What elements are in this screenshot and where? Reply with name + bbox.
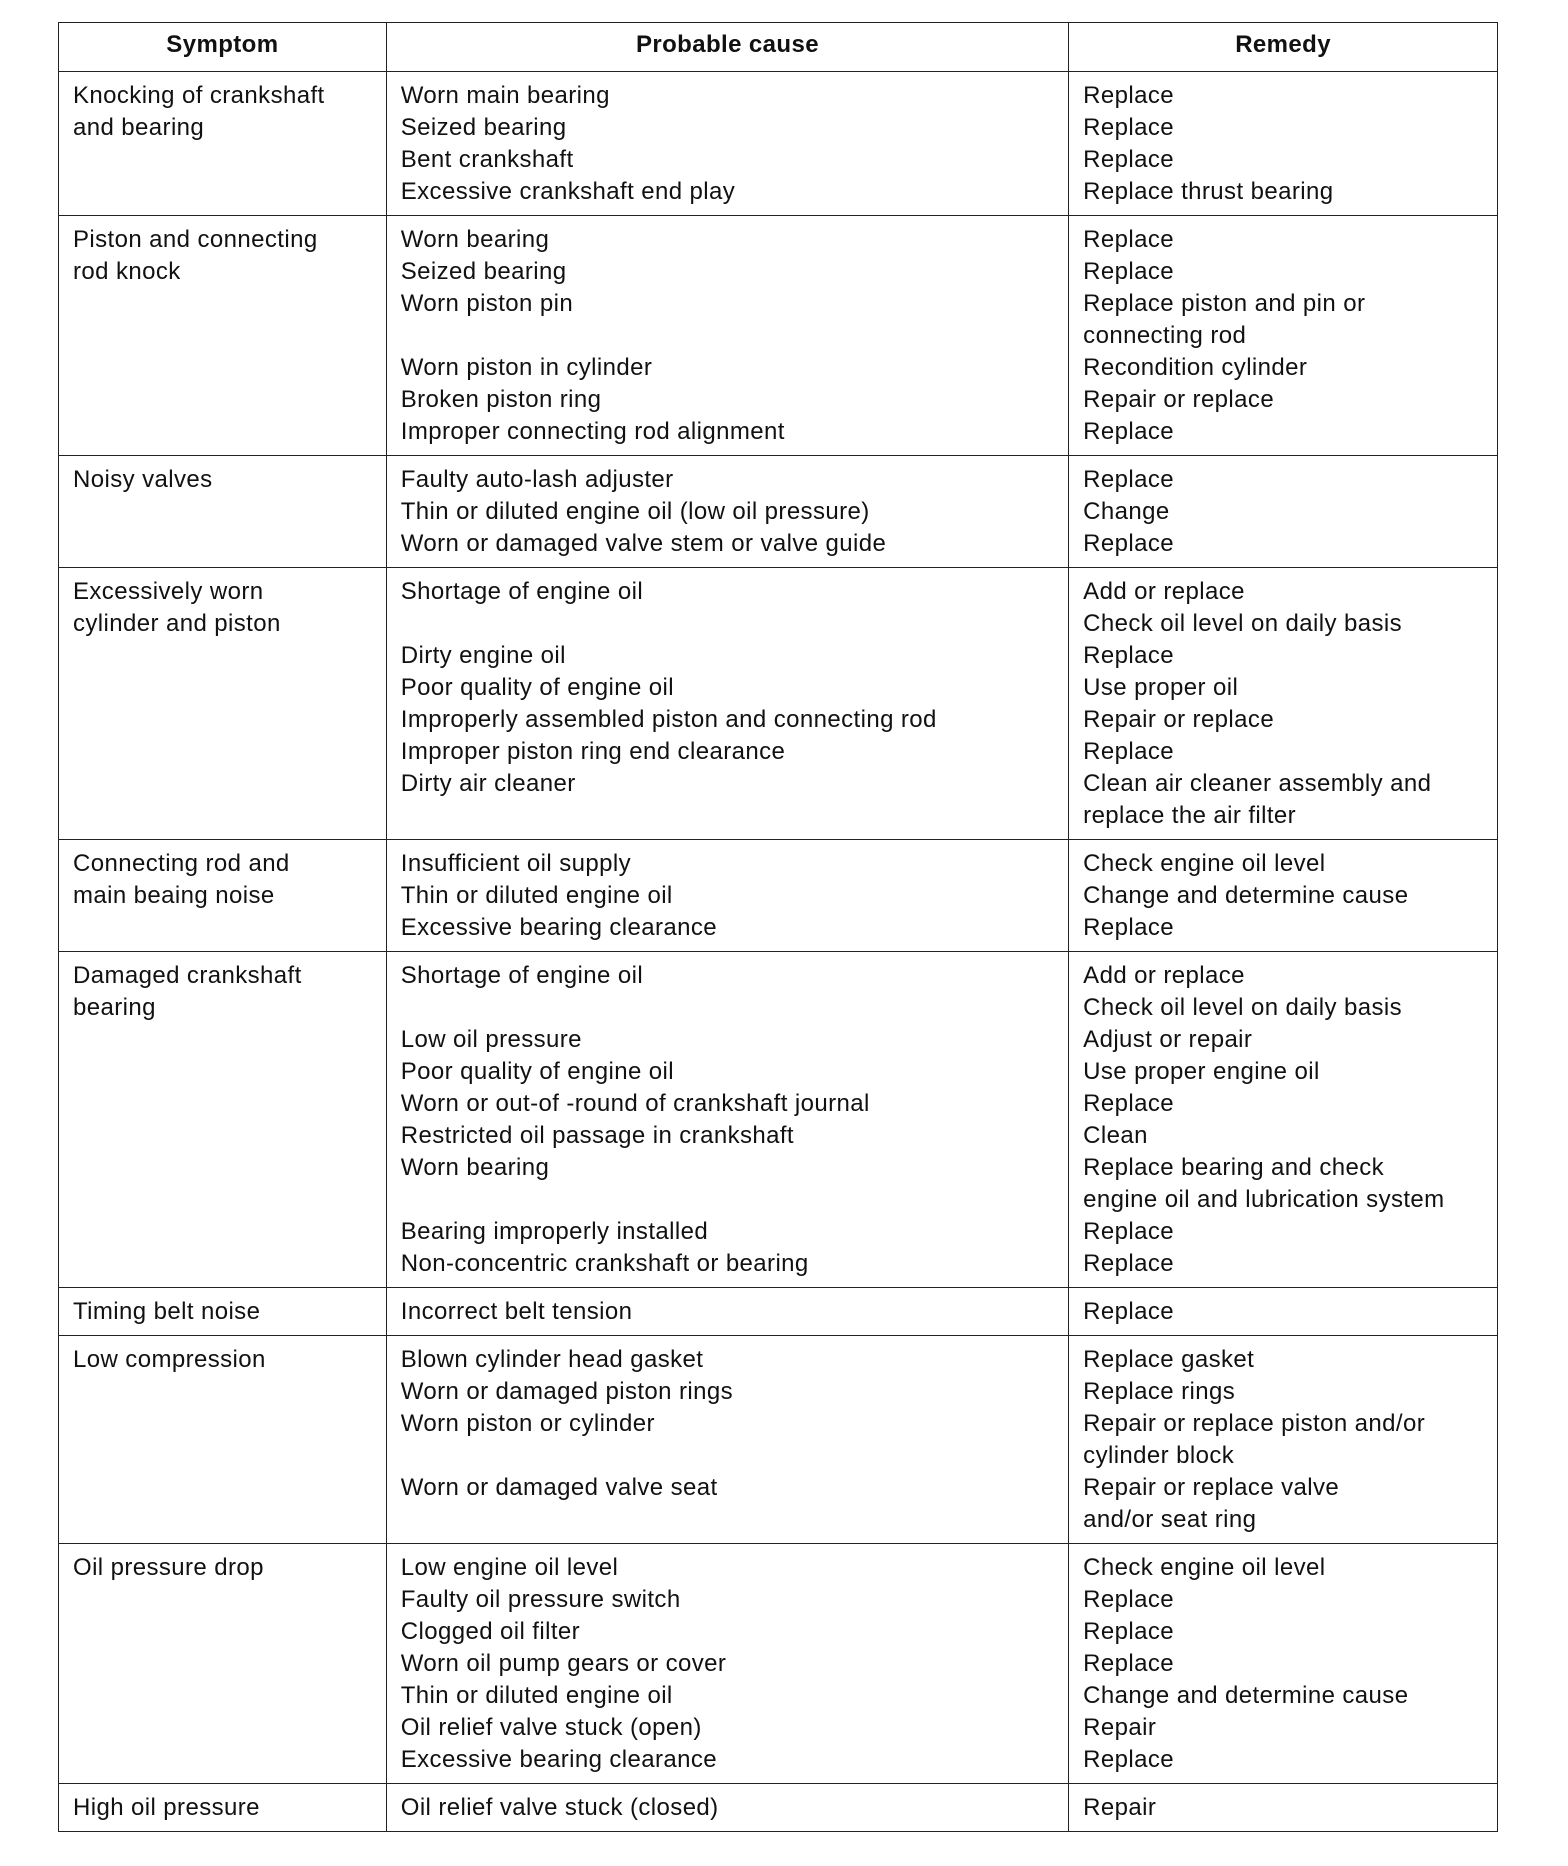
symptom-line: Low compression (73, 1346, 266, 1373)
symptom-line: High oil pressure (73, 1794, 260, 1821)
cause-line (401, 1440, 1056, 1472)
remedy-line: connecting rod (1083, 322, 1247, 349)
table-row (59, 216, 1498, 456)
table-row (59, 1336, 1498, 1544)
header-remedy: Remedy (1069, 23, 1498, 72)
remedy-line: Replace thrust bearing (1083, 178, 1334, 205)
remedy-cell (1069, 1544, 1498, 1784)
cause-line: Excessive bearing clearance (400, 1746, 718, 1773)
remedy-line: engine oil and lubrication system (1083, 1186, 1445, 1213)
remedy-line: Replace (1083, 418, 1175, 445)
cause-line: Dirty engine oil (400, 642, 566, 669)
remedy-cell (1069, 1784, 1498, 1832)
cause-cell (386, 1784, 1068, 1832)
cause-line: Worn or out-of -round of crankshaft journal (400, 1090, 870, 1117)
symptom-line: Knocking of crankshaft (73, 82, 325, 109)
remedy-line: Replace (1083, 738, 1175, 765)
symptom-cell (59, 1288, 387, 1336)
remedy-line: cylinder block (1083, 1442, 1235, 1469)
cause-cell (386, 72, 1068, 216)
cause-line: Worn piston pin (400, 290, 574, 317)
remedy-line: Recondition cylinder (1083, 354, 1308, 381)
cause-line: Improper piston ring end clearance (400, 738, 786, 765)
cause-line: Excessive bearing clearance (400, 914, 718, 941)
cause-cell (386, 1336, 1068, 1544)
troubleshooting-table (58, 22, 1498, 1832)
remedy-line: Clean air cleaner assembly and (1083, 770, 1432, 797)
cause-line: Worn or damaged valve stem or valve guide (400, 530, 887, 557)
cause-line (401, 992, 1056, 1024)
remedy-line: Replace (1083, 226, 1175, 253)
remedy-cell (1069, 216, 1498, 456)
remedy-cell (1069, 456, 1498, 568)
cause-line: Poor quality of engine oil (400, 674, 674, 701)
table-row (59, 1544, 1498, 1784)
remedy-line: Replace (1083, 914, 1175, 941)
cause-line: Worn or damaged piston rings (400, 1378, 734, 1405)
cause-line (401, 608, 1056, 640)
remedy-line: Replace (1083, 1090, 1175, 1117)
table-row (59, 456, 1498, 568)
cause-line: Worn bearing (400, 226, 550, 253)
table-row (59, 1784, 1498, 1832)
remedy-cell (1069, 568, 1498, 840)
cause-cell (386, 952, 1068, 1288)
cause-cell (386, 1544, 1068, 1784)
cause-line: Dirty air cleaner (400, 770, 576, 797)
remedy-line: Replace (1083, 1746, 1175, 1773)
remedy-line: Check engine oil level (1083, 850, 1326, 877)
cause-line: Worn oil pump gears or cover (400, 1650, 727, 1677)
symptom-line: Noisy valves (73, 466, 213, 493)
cause-line: Worn bearing (400, 1154, 550, 1181)
symptom-line: Excessively worn (73, 578, 264, 605)
cause-line (401, 320, 1056, 352)
cause-line (401, 1184, 1056, 1216)
remedy-line: Use proper engine oil (1083, 1058, 1320, 1085)
cause-line: Shortage of engine oil (400, 578, 644, 605)
cause-line: Faulty auto-lash adjuster (400, 466, 674, 493)
cause-line: Improper connecting rod alignment (400, 418, 785, 445)
remedy-line: Replace (1083, 1650, 1175, 1677)
cause-line: Non-concentric crankshaft or bearing (400, 1250, 809, 1277)
cause-line: Worn or damaged valve seat (400, 1474, 718, 1501)
remedy-line: Replace (1083, 1298, 1175, 1325)
remedy-line: Repair or replace (1083, 386, 1275, 413)
remedy-line: Change and determine cause (1083, 882, 1409, 909)
symptom-cell (59, 456, 387, 568)
remedy-line: Use proper oil (1083, 674, 1239, 701)
remedy-line: Change (1083, 498, 1170, 525)
symptom-line: cylinder and piston (73, 610, 281, 637)
remedy-line: Replace gasket (1083, 1346, 1255, 1373)
cause-line: Bearing improperly installed (400, 1218, 709, 1245)
remedy-line: Replace (1083, 1250, 1175, 1277)
cause-line: Low engine oil level (400, 1554, 619, 1581)
cause-cell (386, 456, 1068, 568)
cause-line: Restricted oil passage in crankshaft (400, 1122, 795, 1149)
remedy-line: Adjust or repair (1083, 1026, 1253, 1053)
table-row (59, 840, 1498, 952)
header-symptom: Symptom (59, 23, 387, 72)
table-row (59, 1288, 1498, 1336)
symptom-line: and bearing (73, 114, 205, 141)
cause-line: Worn main bearing (400, 82, 610, 109)
remedy-line: Replace (1083, 1586, 1175, 1613)
remedy-line: Replace (1083, 1218, 1175, 1245)
symptom-line: Oil pressure drop (73, 1554, 264, 1581)
table-row (59, 568, 1498, 840)
remedy-line: Replace (1083, 258, 1175, 285)
cause-line: Thin or diluted engine oil (low oil pressure) (400, 498, 870, 525)
remedy-line: Replace piston and pin or (1083, 290, 1366, 317)
symptom-line: Timing belt noise (73, 1298, 261, 1325)
cause-line: Bent crankshaft (400, 146, 574, 173)
remedy-line: Repair or replace (1083, 706, 1275, 733)
symptom-line: rod knock (73, 258, 181, 285)
cause-line: Thin or diluted engine oil (400, 882, 673, 909)
remedy-line: Replace rings (1083, 1378, 1236, 1405)
table-row (59, 952, 1498, 1288)
remedy-line: Replace (1083, 466, 1175, 493)
remedy-cell (1069, 1336, 1498, 1544)
remedy-line: Check oil level on daily basis (1083, 610, 1402, 637)
remedy-cell (1069, 1288, 1498, 1336)
cause-cell (386, 216, 1068, 456)
cause-line: Seized bearing (400, 114, 567, 141)
cause-line: Improperly assembled piston and connecting rod (400, 706, 937, 733)
remedy-line: and/or seat ring (1083, 1506, 1257, 1533)
cause-line: Seized bearing (400, 258, 567, 285)
symptom-line: Piston and connecting (73, 226, 318, 253)
remedy-line: Replace bearing and check (1083, 1154, 1385, 1181)
cause-line: Faulty oil pressure switch (400, 1586, 681, 1613)
symptom-line: Damaged crankshaft (73, 962, 302, 989)
cause-line: Low oil pressure (400, 1026, 582, 1053)
cause-line (401, 800, 1056, 832)
remedy-line: Replace (1083, 530, 1175, 557)
remedy-line: Replace (1083, 642, 1175, 669)
cause-line: Shortage of engine oil (400, 962, 644, 989)
cause-line (401, 1504, 1056, 1536)
symptom-cell (59, 568, 387, 840)
table-row (59, 72, 1498, 216)
cause-cell (386, 568, 1068, 840)
symptom-line: main beaing noise (73, 882, 275, 909)
cause-line: Clogged oil filter (400, 1618, 581, 1645)
remedy-line: Repair (1083, 1794, 1157, 1821)
header-probable-cause: Probable cause (386, 23, 1068, 72)
cause-line: Thin or diluted engine oil (400, 1682, 673, 1709)
symptom-cell (59, 72, 387, 216)
remedy-line: Add or replace (1083, 962, 1245, 989)
remedy-line: Repair or replace valve (1083, 1474, 1340, 1501)
remedy-line: Check engine oil level (1083, 1554, 1326, 1581)
symptom-cell (59, 216, 387, 456)
cause-line: Incorrect belt tension (400, 1298, 633, 1325)
symptom-cell (59, 1336, 387, 1544)
remedy-line: Check oil level on daily basis (1083, 994, 1402, 1021)
remedy-line: Add or replace (1083, 578, 1245, 605)
cause-line: Oil relief valve stuck (open) (400, 1714, 702, 1741)
cause-line: Excessive crankshaft end play (400, 178, 736, 205)
cause-cell (386, 1288, 1068, 1336)
remedy-line: Replace (1083, 146, 1175, 173)
remedy-line: replace the air filter (1083, 802, 1297, 829)
symptom-line: bearing (73, 994, 156, 1021)
cause-line: Insufficient oil supply (400, 850, 631, 877)
cause-line: Poor quality of engine oil (400, 1058, 674, 1085)
cause-line: Blown cylinder head gasket (400, 1346, 704, 1373)
symptom-cell (59, 1544, 387, 1784)
remedy-line: Replace (1083, 1618, 1175, 1645)
symptom-cell (59, 1784, 387, 1832)
remedy-line: Replace (1083, 114, 1175, 141)
symptom-line: Connecting rod and (73, 850, 290, 877)
remedy-cell (1069, 72, 1498, 216)
remedy-line: Repair or replace piston and/or (1083, 1410, 1426, 1437)
cause-line: Worn piston or cylinder (400, 1410, 655, 1437)
remedy-cell (1069, 952, 1498, 1288)
remedy-line: Replace (1083, 82, 1175, 109)
cause-line: Worn piston in cylinder (400, 354, 653, 381)
remedy-line: Change and determine cause (1083, 1682, 1409, 1709)
cause-cell (386, 840, 1068, 952)
symptom-cell (59, 952, 387, 1288)
remedy-line: Clean (1083, 1122, 1148, 1149)
remedy-cell (1069, 840, 1498, 952)
remedy-line: Repair (1083, 1714, 1157, 1741)
cause-line: Broken piston ring (400, 386, 602, 413)
cause-line: Oil relief valve stuck (closed) (400, 1794, 719, 1821)
symptom-cell (59, 840, 387, 952)
header-row (59, 23, 1498, 72)
